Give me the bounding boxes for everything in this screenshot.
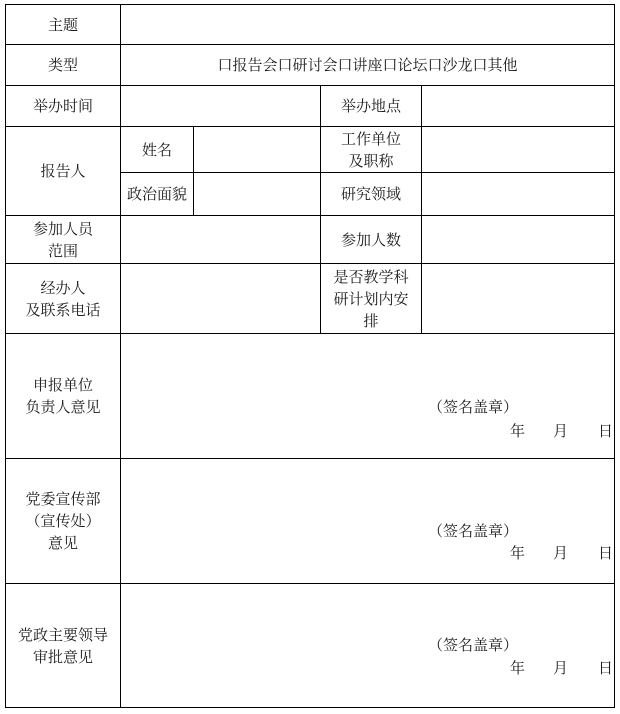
type-options[interactable] [121, 45, 614, 85]
place-label-text: 举办地点 [340, 97, 401, 115]
political-field[interactable] [194, 173, 320, 215]
leader-year-text: 年 [510, 659, 526, 677]
type-label [6, 45, 120, 85]
name-field[interactable] [194, 127, 320, 172]
propaganda-opinion-line1: 党委宣传部 [25, 490, 101, 508]
type-options-text: 口报告会口研讨会口讲座口论坛口沙龙口其他 [217, 56, 518, 74]
subject-label-text: 主题 [47, 15, 78, 34]
work-unit-field[interactable] [422, 127, 614, 172]
plan-field[interactable] [422, 264, 614, 333]
dept-signature-text: （签名盖章） [428, 398, 519, 416]
place-label [321, 86, 421, 126]
name-label [121, 127, 193, 172]
propaganda-year-text: 年 [510, 544, 526, 562]
type-label-text: 类型 [47, 56, 78, 74]
participants-count-label-text: 参加人数 [340, 230, 401, 249]
political-label-text: 政治面貌 [126, 185, 187, 203]
organizer-label-line1: 经办人 [40, 278, 86, 297]
participants-scope-line2: 范围 [47, 241, 78, 260]
propaganda-opinion-field[interactable] [121, 459, 614, 583]
leader-opinion-field[interactable] [121, 584, 614, 707]
place-field[interactable] [422, 86, 614, 126]
participants-scope-line1: 参加人员 [32, 219, 93, 238]
leader-day-text: 日 [598, 659, 614, 677]
propaganda-opinion-line2: （宣传处） [25, 512, 101, 530]
dept-month-text: 月 [553, 422, 569, 440]
plan-label [321, 264, 421, 333]
propaganda-signature-text: （签名盖章） [428, 522, 519, 540]
participants-scope-label [6, 216, 120, 263]
subject-label [6, 5, 120, 44]
dept-opinion-label [6, 334, 120, 458]
name-label-text: 姓名 [141, 140, 172, 159]
dept-opinion-line2: 负责人意见 [25, 398, 101, 416]
leader-opinion-label [6, 584, 120, 707]
participants-count-field[interactable] [422, 216, 614, 263]
research-label-text: 研究领域 [340, 185, 401, 203]
propaganda-opinion-line3: 意见 [47, 534, 78, 552]
participants-count-label [321, 216, 421, 263]
plan-label-line2: 研计划内安 [333, 289, 409, 308]
organizer-label-line2: 及联系电话 [25, 300, 101, 319]
participants-scope-field[interactable] [121, 216, 320, 263]
dept-year-text: 年 [510, 422, 526, 440]
time-field[interactable] [121, 86, 320, 126]
time-label-text: 举办时间 [32, 97, 93, 115]
leader-signature-text: （签名盖章） [428, 636, 519, 654]
work-unit-label-line1: 工作单位 [340, 129, 401, 148]
organizer-label [6, 264, 120, 333]
plan-label-line1: 是否教学科 [333, 267, 409, 286]
propaganda-opinion-label [6, 459, 120, 583]
reporter-label [6, 127, 120, 215]
subject-field[interactable] [121, 5, 614, 44]
dept-opinion-line1: 申报单位 [32, 376, 93, 394]
organizer-field[interactable] [121, 264, 320, 333]
dept-day-text: 日 [598, 422, 614, 440]
propaganda-month-text: 月 [553, 544, 569, 562]
plan-label-line3: 排 [363, 311, 379, 330]
time-label [6, 86, 120, 126]
leader-opinion-line2: 审批意见 [32, 647, 93, 666]
dept-opinion-field[interactable] [121, 334, 614, 458]
reporter-label-text: 报告人 [40, 162, 86, 180]
work-unit-label-line2: 及职称 [348, 151, 394, 170]
research-field[interactable] [422, 173, 614, 215]
leader-month-text: 月 [553, 659, 569, 677]
leader-opinion-line1: 党政主要领导 [17, 625, 108, 644]
research-label [321, 173, 421, 215]
work-unit-label [321, 127, 421, 172]
propaganda-day-text: 日 [598, 544, 614, 562]
political-label [121, 173, 193, 215]
